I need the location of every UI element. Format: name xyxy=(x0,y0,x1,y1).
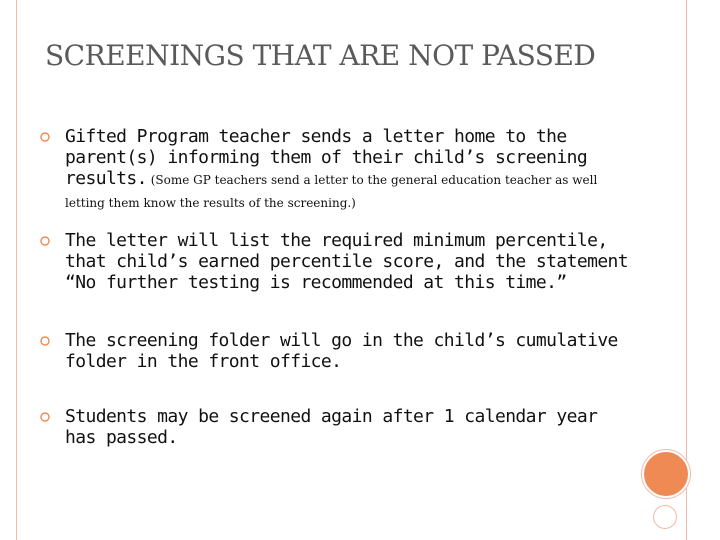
bullet-icon xyxy=(40,336,50,346)
slide-title: SCREENINGS THAT ARE NOT PASSED xyxy=(45,39,596,72)
bullet-note-text: (Some GP teachers send a letter to the general education teacher as well letting them know the results of the screening.) xyxy=(65,173,598,210)
bullet-icon xyxy=(40,236,50,246)
bullet-text: The letter will list the required minimum percentile, that child’s earned percentile score, and the statement “No further testing is recommended at this time.” xyxy=(65,230,629,293)
bullet-text: The screening folder will go in the child’s cumulative folder in the front office. xyxy=(65,330,618,372)
bullet-icon xyxy=(40,132,50,142)
bullet-main-text: Gifted Program teacher sends a letter home to the parent(s) informing them of their child’s screening results. xyxy=(65,126,588,189)
frame-left-line xyxy=(16,0,17,540)
frame-right-line xyxy=(686,0,687,540)
decor-circle-outline xyxy=(653,505,677,529)
bullet-text: Students may be screened again after 1 calendar year has passed. xyxy=(65,406,598,448)
bullet-icon xyxy=(40,412,50,422)
bullet-text xyxy=(65,126,630,214)
decor-circle-filled xyxy=(642,450,690,498)
